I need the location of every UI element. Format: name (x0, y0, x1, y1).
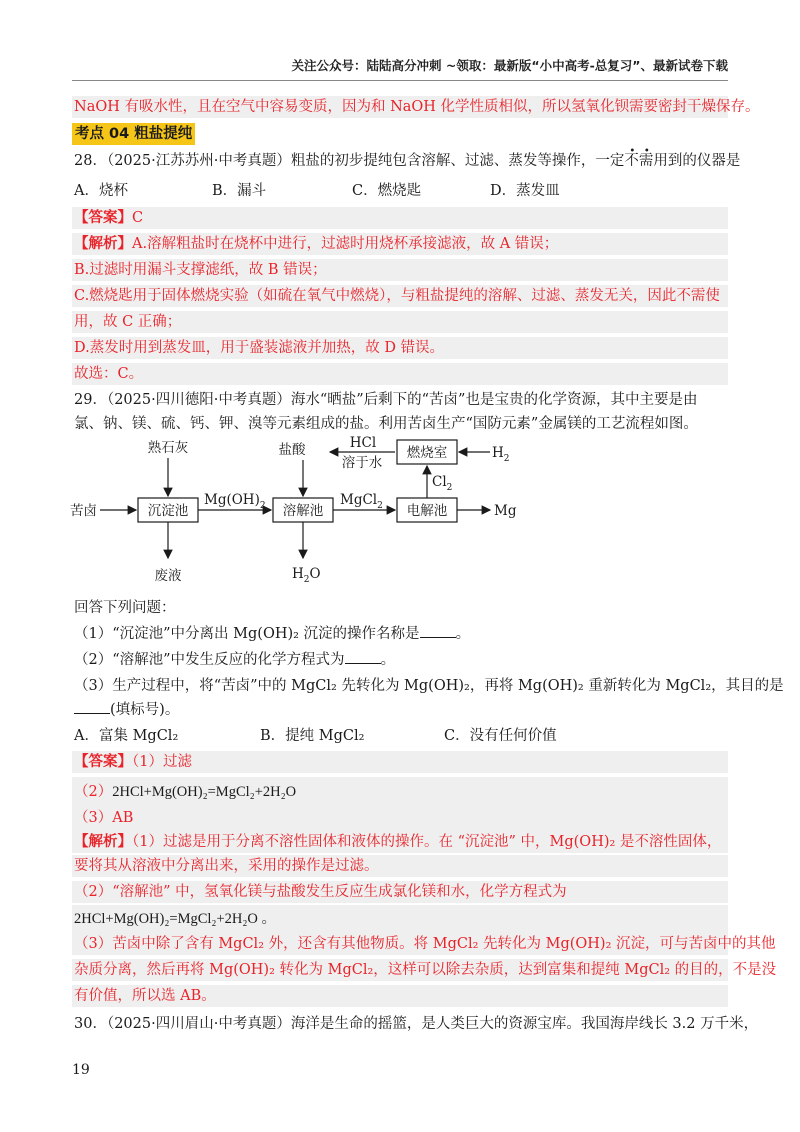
page-header: 关注公众号：陆陆高分冲刺 ~领取：最新版“小中高考-总复习”、最新试卷下载 (291, 58, 728, 73)
q29-analysis-line-6: 杂质分离，然后再将 Mg(OH)₂ 转化为 MgCl₂，这样可以除去杂质，达到富集和提纯 MgCl₂ 的目的，不是没 (72, 959, 728, 981)
q28-emphasis-1: 不 (624, 153, 639, 169)
q29-answer-line-3: （3）AB (72, 807, 728, 831)
q29-stem-line-1: 29．（2025·四川德阳·中考真题）海水“晒盐”后剩下的“苦卤”也是宝贵的化学资源，其中主要是由 (74, 392, 698, 408)
q29-sub-question-3: （3）生产过程中，将“苦卤”中的 MgCl₂ 先转化为 Mg(OH)₂，再将 Mg(OH)₂ 重新转化为 MgCl₂，其目的是 (74, 678, 784, 694)
q29-sub-question-3-cont (74, 699, 726, 721)
analysis-tag: 【解析】 (74, 833, 132, 850)
q28-analysis-line-3: C.燃烧匙用于固体燃烧实验（如硫在氧气中燃烧），与粗盐提纯的溶解、过滤、蒸发无关，因此不需使 (72, 285, 728, 307)
label-h2o: $H_2O$ (292, 566, 321, 585)
q29-q2-text: （2）“溶解池”中发生反应的化学方程式为 (74, 652, 345, 668)
q29-answer-2-equation: 2HCl+Mg(OH)₂=MgCl₂+2H₂O (112, 784, 297, 800)
q29-q1-text: （1）“沉淀池”中分离出 Mg(OH)₂ 沉淀的操作名称是 (74, 626, 420, 642)
q28-stem (74, 150, 741, 172)
q28-analysis-line-4: 用，故 C 正确； (72, 311, 728, 333)
page-number: 19 (72, 1062, 90, 1078)
q29-prompt: 回答下列问题： (74, 600, 176, 616)
label-mg: Mg (494, 503, 517, 519)
q28-options (74, 180, 726, 202)
q29-analysis-line-1 (72, 831, 728, 853)
q28-emphasis-2: 需 (638, 153, 654, 169)
q28-option-d: D．蒸发皿 (490, 183, 560, 199)
q28-stem-post: 用到的仪器是 (653, 153, 741, 169)
q28-analysis-text: A.溶解粗盐时在烧杯中进行，过滤时用烧杯承接滤液，故 A 错误； (132, 236, 559, 252)
q30-stem: 30．（2025·四川眉山·中考真题）海洋是生命的摇篮，是人类巨大的资源宝库。我国海岸线长 3.2 万千米， (74, 1016, 759, 1032)
q29-stem-line-2: 氯、钠、镁、硫、钙、钾、溴等元素组成的盐。利用苦卤生产“国防元素”金属镁的工艺流程如图。 (74, 416, 698, 432)
q28-option-c: C．燃烧匙 (352, 183, 422, 199)
q29-option-b: B．提纯 MgCl₂ (260, 728, 365, 744)
analysis-tag: 【解析】 (74, 235, 132, 252)
box-label-dianjiechi: 电解池 (406, 503, 448, 519)
q29-analysis-text: （1）过滤是用于分离不溶性固体和液体的操作。在 “沉淀池” 中，Mg(OH)₂ 是不溶性固体， (132, 834, 722, 850)
label-mgcl2: MgCl$_2$ (340, 492, 383, 511)
q29-analysis-line-7: 有价值，所以选 AB。 (72, 985, 728, 1007)
q28-option-a: A．烧杯 (74, 183, 128, 199)
label-feiye: 废液 (154, 568, 182, 584)
label-rongyushui: 溶于水 (341, 455, 383, 471)
q29-answer-line-1 (72, 751, 728, 773)
q29-answer-line-2 (72, 777, 728, 807)
q29-sub-question-2: （2）“溶解池”中发生反应的化学方程式为 。 (74, 649, 726, 671)
q29-analysis-line-2: 要将其从溶液中分离出来，采用的操作是过滤。 (72, 855, 728, 877)
answer-blank (345, 649, 381, 664)
q28-analysis-line-1 (72, 233, 728, 255)
label-mgoh2: $Mg(OH)_2$ (204, 492, 266, 511)
answer-tag: 【答案】 (74, 209, 132, 226)
q28-option-b: B．漏斗 (212, 183, 267, 199)
q29-answer-1: （1）过滤 (132, 754, 192, 770)
q28-answer-value: C (132, 210, 144, 226)
label-shishihui: 熟石灰 (147, 440, 189, 456)
answer-tag: 【答案】 (74, 753, 132, 770)
q29-analysis-line-3: （2）“溶解池” 中，氢氧化镁与盐酸发生反应生成氯化镁和水，化学方程式为 (72, 881, 728, 903)
process-flow-diagram (70, 434, 540, 594)
q29-analysis-line-4: 2HCl+Mg(OH)₂=MgCl₂+2H₂O 。 (72, 905, 728, 933)
label-h2: $H_2$ (492, 445, 510, 464)
label-hcl: HCl (349, 435, 377, 451)
q29-q3-suffix: (填标号)。 (110, 702, 180, 718)
q29-answer-2-label: （2） (74, 784, 113, 800)
answer-blank (420, 623, 456, 638)
q29-option-c: C．没有任何价值 (444, 728, 557, 744)
box-label-ranshaoshi: 燃烧室 (406, 445, 448, 461)
q29-option-a: A．富集 MgCl₂ (74, 728, 179, 744)
label-cl2: $Cl_2$ (432, 474, 453, 493)
q28-analysis-line-6: 故选：C。 (72, 363, 728, 385)
q29-analysis-line-5: （3）苦卤中除了含有 MgCl₂ 外，还含有其他物质。将 MgCl₂ 先转化为 Mg(OH)₂ 沉淀，可与苦卤中的其他 (72, 933, 728, 955)
box-label-chendianchi: 沉淀池 (147, 503, 189, 519)
section-title: 考点 04 粗盐提纯 (72, 123, 195, 145)
q29-sub-question-1: （1）“沉淀池”中分离出 Mg(OH)₂ 沉淀的操作名称是 。 (74, 623, 726, 645)
q28-stem-pre: 28．（2025·江苏苏州·中考真题）粗盐的初步提纯包含溶解、过滤、蒸发等操作，一定 (74, 153, 625, 169)
q28-analysis-line-5: D.蒸发时用到蒸发皿，用于盛装滤液并加热，故 D 错误。 (72, 337, 728, 359)
label-kulu: 苦卤 (70, 503, 97, 519)
q28-answer (72, 207, 728, 229)
q29-options (74, 725, 726, 747)
q28-analysis-line-2: B.过滤时用漏斗支撑滤纸，故 B 错误； (72, 259, 728, 281)
header-rule (72, 80, 728, 81)
box-label-rongjiechi: 溶解池 (282, 503, 324, 519)
answer-blank (74, 699, 110, 714)
label-yansuan: 盐酸 (278, 442, 306, 458)
top-note: NaOH 有吸水性，且在空气中容易变质，因为和 NaOH 化学性质相似，所以氢氧化钡需要密封干燥保存。 (72, 96, 728, 118)
